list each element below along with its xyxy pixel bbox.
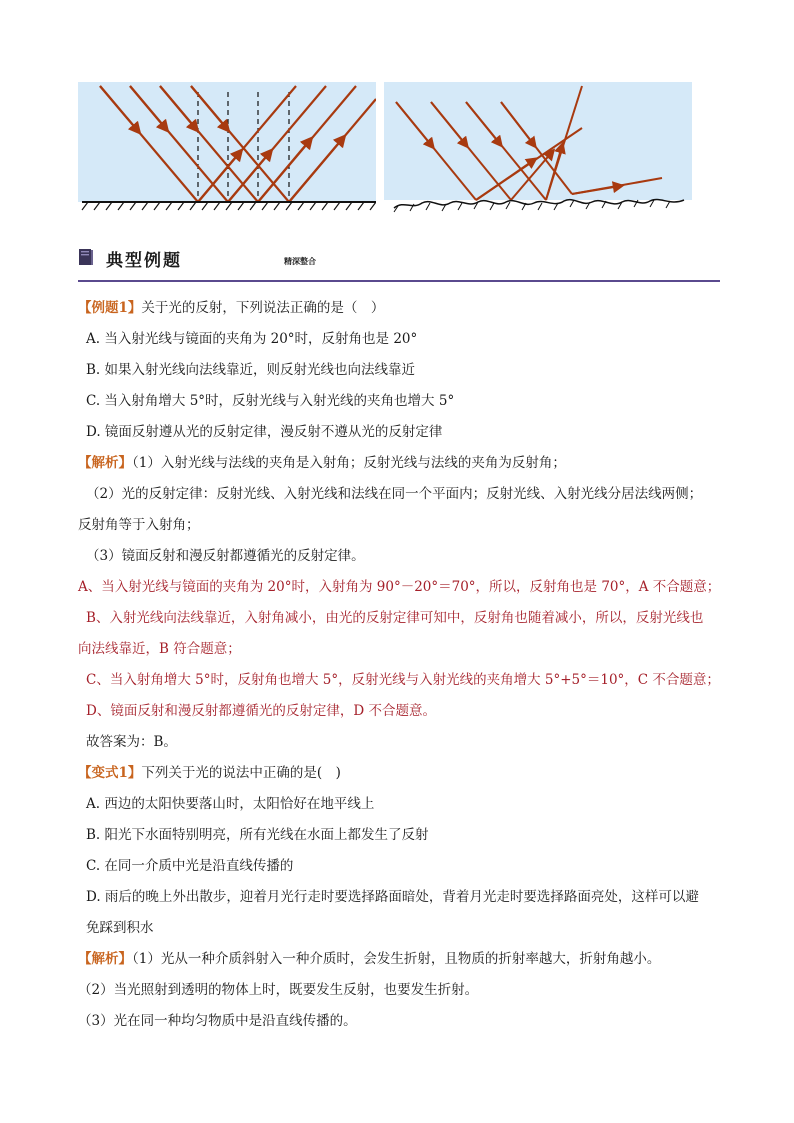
variant1-analysis-2: （2）当光照射到透明的物体上时，既要发生反射，也要发生折射。 xyxy=(78,982,479,998)
example1-solution-b-cont: 向法线靠近，B 符合题意； xyxy=(78,641,241,657)
section-note: 精深整合 xyxy=(284,256,316,266)
variant1-analysis-3: （3）光在同一种均匀物质中是沿直线传播的。 xyxy=(78,1013,357,1029)
variant1-option-d-cont: 免踩到积水 xyxy=(86,920,154,936)
variant1-option-b: B. 阳光下水面特别明亮，所有光线在水面上都发生了反射 xyxy=(86,827,429,843)
variant1-analysis-text-1: （1）光从一种介质斜射入一种介质时，会发生折射，且物质的折射率越大，折射角越小。 xyxy=(132,951,661,967)
variant1-option-a: A. 西边的太阳快要落山时，太阳恰好在地平线上 xyxy=(86,796,375,812)
example1-solution-c: C、当入射角增大 5°时，反射角也增大 5°，反射光线与入射光线的夹角增大 5°+5°＝10°，C 不合题意； xyxy=(86,672,720,688)
example1-question xyxy=(78,293,728,324)
example1-answer: 故答案为：B。 xyxy=(86,734,177,750)
specular-reflection-diagram xyxy=(78,82,376,214)
variant1-analysis-1 xyxy=(78,944,728,975)
example1-option-b: B. 如果入射光线向法线靠近，则反射光线也向法线靠近 xyxy=(86,362,416,378)
section-header xyxy=(78,244,720,284)
section-divider xyxy=(78,280,720,282)
example1-analysis-4: （3）镜面反射和漫反射都遵循光的反射定律。 xyxy=(86,548,365,564)
book-icon xyxy=(78,248,94,266)
section-title: 典型例题 xyxy=(106,251,182,271)
variant1-option-c: C. 在同一介质中光是沿直线传播的 xyxy=(86,858,294,874)
example1-solution-b: B、入射光线向法线靠近，入射角减小，由光的反射定律可知中，反射角也随着减小，所以，反射光线也 xyxy=(86,610,704,626)
example1-solution-d: D、镜面反射和漫反射都遵循光的反射定律，D 不合题意。 xyxy=(86,703,436,719)
variant1-question-text: 下列关于光的说法中正确的是( ) xyxy=(141,765,341,781)
example1-question-text: 关于光的反射，下列说法正确的是（ ） xyxy=(141,300,385,316)
content xyxy=(78,293,728,1037)
variant1-analysis-tag: 【解析】 xyxy=(78,951,132,967)
example1-analysis-3: 反射角等于入射角； xyxy=(78,517,200,533)
example1-option-c: C. 当入射角增大 5°时，反射光线与入射光线的夹角也增大 5° xyxy=(86,393,455,409)
reflection-figures xyxy=(78,82,692,214)
example1-option-d: D. 镜面反射遵从光的反射定律，漫反射不遵从光的反射定律 xyxy=(86,424,443,440)
variant1-tag: 【变式1】 xyxy=(78,765,142,781)
example1-option-a: A. 当入射光线与镜面的夹角为 20°时，反射角也是 20° xyxy=(86,331,418,347)
example1-analysis-2: （2）光的反射定律：反射光线、入射光线和法线在同一个平面内；反射光线、入射光线分居法线两侧； xyxy=(86,486,703,502)
variant1-option-d: D. 雨后的晚上外出散步，迎着月光行走时要选择路面暗处，背着月光走时要选择路面亮处，这样可以避 xyxy=(86,889,699,905)
variant1-question xyxy=(78,758,728,789)
example1-tag: 【例题1】 xyxy=(78,300,142,316)
example1-analysis-tag: 【解析】 xyxy=(78,455,132,471)
example1-analysis-1 xyxy=(78,448,728,479)
diffuse-reflection-diagram xyxy=(384,82,692,214)
example1-analysis-text-1: （1）入射光线与法线的夹角是入射角；反射光线与法线的夹角为反射角； xyxy=(132,455,566,471)
example1-solution-a: A、当入射光线与镜面的夹角为 20°时，入射角为 90°－20°＝70°，所以，反射角也是 70°，A 不合题意； xyxy=(78,579,721,595)
